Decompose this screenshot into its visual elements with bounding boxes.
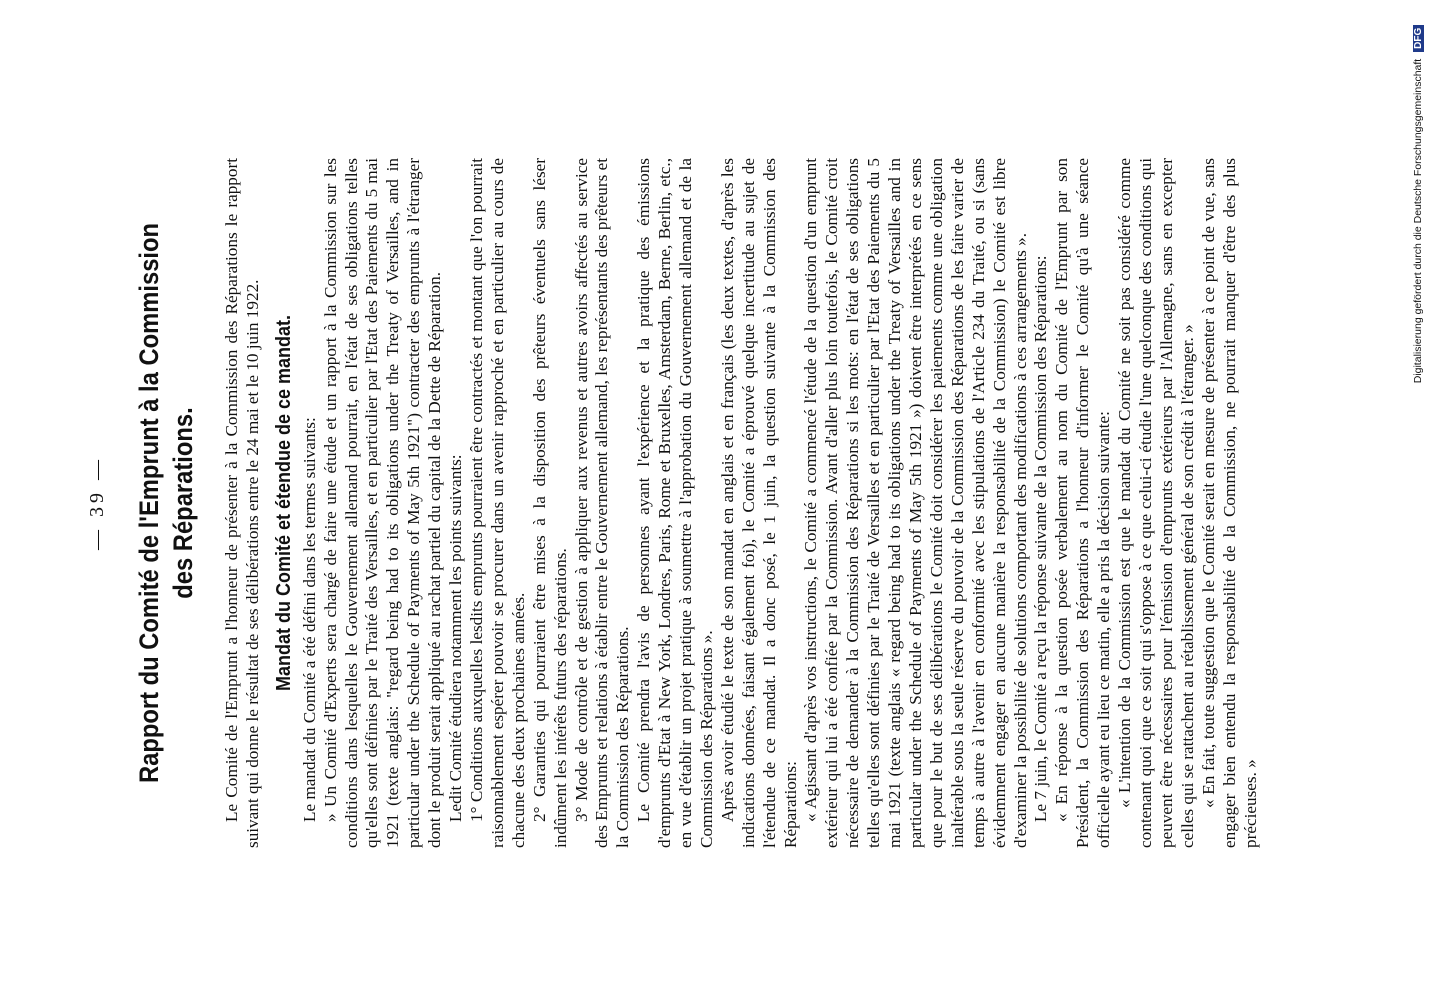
- body-paragraph-5: 2° Garanties qui pourraient être mises à la disposition des prêteurs éventuels sans léser indûment les intérêts futurs des réparations.: [529, 158, 570, 848]
- body-paragraph-6: 3° Mode de contrôle et de gestion à appliquer aux revenus et autres avoirs affectés au service des Emprunts et relations à établir entre le Gouvernement allemand, les représentants des prêteurs et la Commission des Réparations.: [571, 158, 633, 848]
- digitization-credit: [1404, 4, 1432, 404]
- body-paragraph-8: Après avoir étudié le texte de son mandat en anglais et en français (les deux textes, d'après les indications données, faisant également foi), le Comité a éprouvé quelque incertitude au sujet de l'étendue de ce mandat. Il a donc posé, le 1 juin, la question suivante à la Commission des Réparations:: [717, 158, 800, 848]
- body-paragraph-4: 1° Conditions auxquelles lesdits emprunts pourraient être contractés et montant que l'on pourrait raisonnablement espérer pouvoir se procurer dans un avenir rapproché et en particulier au cours de chacune des deux prochaines années.: [466, 158, 528, 848]
- body-paragraph-9: « Agissant d'après vos instructions, le Comité a commencé l'étude de la question d'un emprunt extérieur qui lui a été confiée par la Commission. Avant d'aller plus loin toutefois, le Comité croit nécessaire de demander à la Commission des Réparations si les mots: en l'état de ses obligations telles qu'elles sont définies par le Traité de Versailles et en particulier par l'Etat des Paiements du 5 mai 1921 (texte anglais « regard being had to its obligations under the Treaty of Versailles and in particular under the Schedule of Payments of May 5th 1921 ») doivent être interprétés en ce sens que pour le but de ses délibérations le Comité doit considérer les paiements comme une obligation inaltérable sous la seule réserve du pouvoir de la Commission des Réparations de les faire varier de temps à autre à l'avenir en conformité avec les stipulations de l'Article 234 du Traité, ou si (sans évidemment engager en aucune manière la responsabilité de la Commission) le Comité est libre d'examiner la possibilité de solutions comportant des modifications à ces arrangements ».: [801, 158, 1030, 848]
- quoted-decision-2: « En fait, toute suggestion que le Comité serait en mesure de présenter à ce point de vue, sans engager bien entendu la responsabilité de la Commission, ne pourrait manquer d'être des plus précieuses. »: [1198, 158, 1260, 848]
- page-number: — 39 —: [86, 456, 108, 550]
- body-paragraph-10: Le 7 juin, le Comité a reçu la réponse suivante de la Commission des Réparations:: [1031, 255, 1051, 822]
- section-heading: Mandat du Comité et étendue de ce mandat.: [272, 314, 295, 692]
- body-paragraph-1: Le mandat du Comité a été défini dans les termes suivants:: [299, 417, 319, 822]
- intro-paragraph: Le Comité de l'Emprunt a l'honneur de présenter à la Commission des Réparations le rapport suivant qui donne le résultat de ses délibérations entre le 24 mai et le 10 juin 1922.: [221, 158, 262, 848]
- document-title: Rapport du Comité de l'Emprunt à la Commission des Réparations.: [133, 222, 198, 784]
- quoted-decision-1: « L'intention de la Commission est que le mandat du Comité ne soit pas considéré comme contenant quoi que ce soit qui s'oppose à ce que celui-ci étudie l'une quelconque des conditions qui peuvent être nécessaires pour l'émission d'emprunts extérieurs par l'Allemagne, sans en excepter celles qui se rattachent au rétablissement général de son crédit à l'étranger. »: [1115, 158, 1197, 848]
- credit-text: Digitalisierung gefördert durch die Deutsche Forschungsgemeinschaft: [1412, 58, 1424, 384]
- body-paragraph-2: » Un Comité d'Experts sera chargé de faire une étude et un rapport à la Commission sur les conditions dans lesquelles le Gouvernement allemand pourrait, en l'état de ses obligations telles qu'elles sont définies par le Traité des Versailles, et en particulier par l'Etat des Paiements du 5 mai 1921 (texte anglais: "regard being had to its obligations under the Treaty of Versailles, and in particular under the Schedule of Payments of May 5th 1921") contracter des emprunts à l'étranger dont le produit serait appliqué au rachat partiel du capital de la Dette de Réparation.: [320, 158, 445, 848]
- body-paragraph-7: Le Comité prendra l'avis de personnes ayant l'expérience et la pratique des émissions d'emprunts d'Etat à New York, Londres, Paris, Rome et Bruxelles, Amsterdam, Berne, Berlin, etc., en vue d'établir un projet pratique à soumettre à l'approbation du Gouvernement allemand et de la Commission des Réparations ».: [634, 158, 716, 848]
- body-paragraph-11: « En réponse à la question posée verbalement au nom du Comité de l'Emprunt par son Président, la Commission des Réparations a l'honneur d'informer le Comité qu'à une séance officielle ayant eu lieu ce matin, elle a pris la décision suivante:: [1052, 158, 1114, 848]
- dfg-logo: DFG: [1413, 25, 1424, 52]
- body-paragraph-3: Ledit Comité étudiera notamment les points suivants:: [446, 454, 466, 822]
- page-content: [86, 158, 1261, 848]
